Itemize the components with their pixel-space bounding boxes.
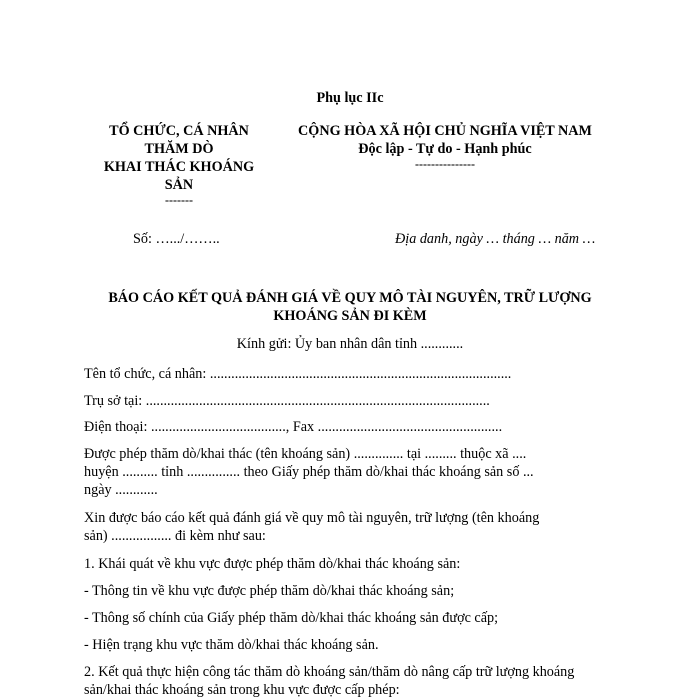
intro-line-1: Xin được báo cáo kết quả đánh giá về quy mô tài nguyên, trữ lượng (tên khoáng: [84, 510, 540, 526]
field-organization-name: Tên tổ chức, cá nhân: .....................................................................................: [84, 366, 512, 382]
section-1-heading: 1. Khái quát về khu vực được phép thăm dò/khai thác khoáng sản:: [84, 556, 461, 572]
national-title: CỘNG HÒA XÃ HỘI CHỦ NGHĨA VIỆT NAM: [298, 123, 592, 139]
place-date: Địa danh, ngày … tháng … năm …: [395, 231, 596, 247]
permit-line-1: Được phép thăm dò/khai thác (tên khoáng sản) .............. tại ......... thuộc xã ....: [84, 446, 527, 462]
section-1-item: - Hiện trạng khu vực thăm dò/khai thác khoáng sản.: [84, 637, 379, 653]
field-phone-fax: Điện thoại: ......................................, Fax ....................................................: [84, 419, 503, 435]
issuer-line-1: TỔ CHỨC, CÁ NHÂN: [109, 123, 249, 139]
section-2-line-2: sản/khai thác khoáng sản trong khu vực được cấp phép:: [84, 682, 400, 698]
section-1-item: - Thông tin về khu vực được phép thăm dò/khai thác khoáng sản;: [84, 583, 455, 599]
field-address: Trụ sở tại: .................................................................................................: [84, 393, 490, 409]
section-2-line-1: 2. Kết quả thực hiện công tác thăm dò khoáng sản/thăm dò nâng cấp trữ lượng khoáng: [84, 664, 575, 680]
document-number: Số: ….../……..: [133, 231, 220, 247]
permit-line-2: huyện .......... tỉnh ............... theo Giấy phép thăm dò/khai thác khoáng sản số ...: [84, 464, 534, 480]
report-title-line-1: BÁO CÁO KẾT QUẢ ĐÁNH GIÁ VỀ QUY MÔ TÀI NGUYÊN, TRỮ LƯỢNG: [108, 290, 592, 306]
issuer-rule: -------: [165, 193, 193, 207]
report-title-line-2: KHOÁNG SẢN ĐI KÈM: [273, 308, 427, 324]
issuer-line-3: KHAI THÁC KHOÁNG: [103, 159, 255, 175]
intro-line-2: sản) ................. đi kèm như sau:: [84, 528, 266, 544]
addressee: Kính gửi: Ủy ban nhân dân tỉnh ............: [236, 336, 464, 352]
appendix-label: Phụ lục IIc: [316, 90, 384, 106]
section-1-item: - Thông số chính của Giấy phép thăm dò/khai thác khoáng sản được cấp;: [84, 610, 499, 626]
permit-line-3: ngày ............: [84, 482, 158, 498]
issuer-line-2: THĂM DÒ: [144, 141, 214, 157]
national-motto: Độc lập - Tự do - Hạnh phúc: [358, 141, 532, 157]
national-rule: ---------------: [415, 157, 475, 171]
issuer-line-4: SẢN: [164, 177, 194, 193]
